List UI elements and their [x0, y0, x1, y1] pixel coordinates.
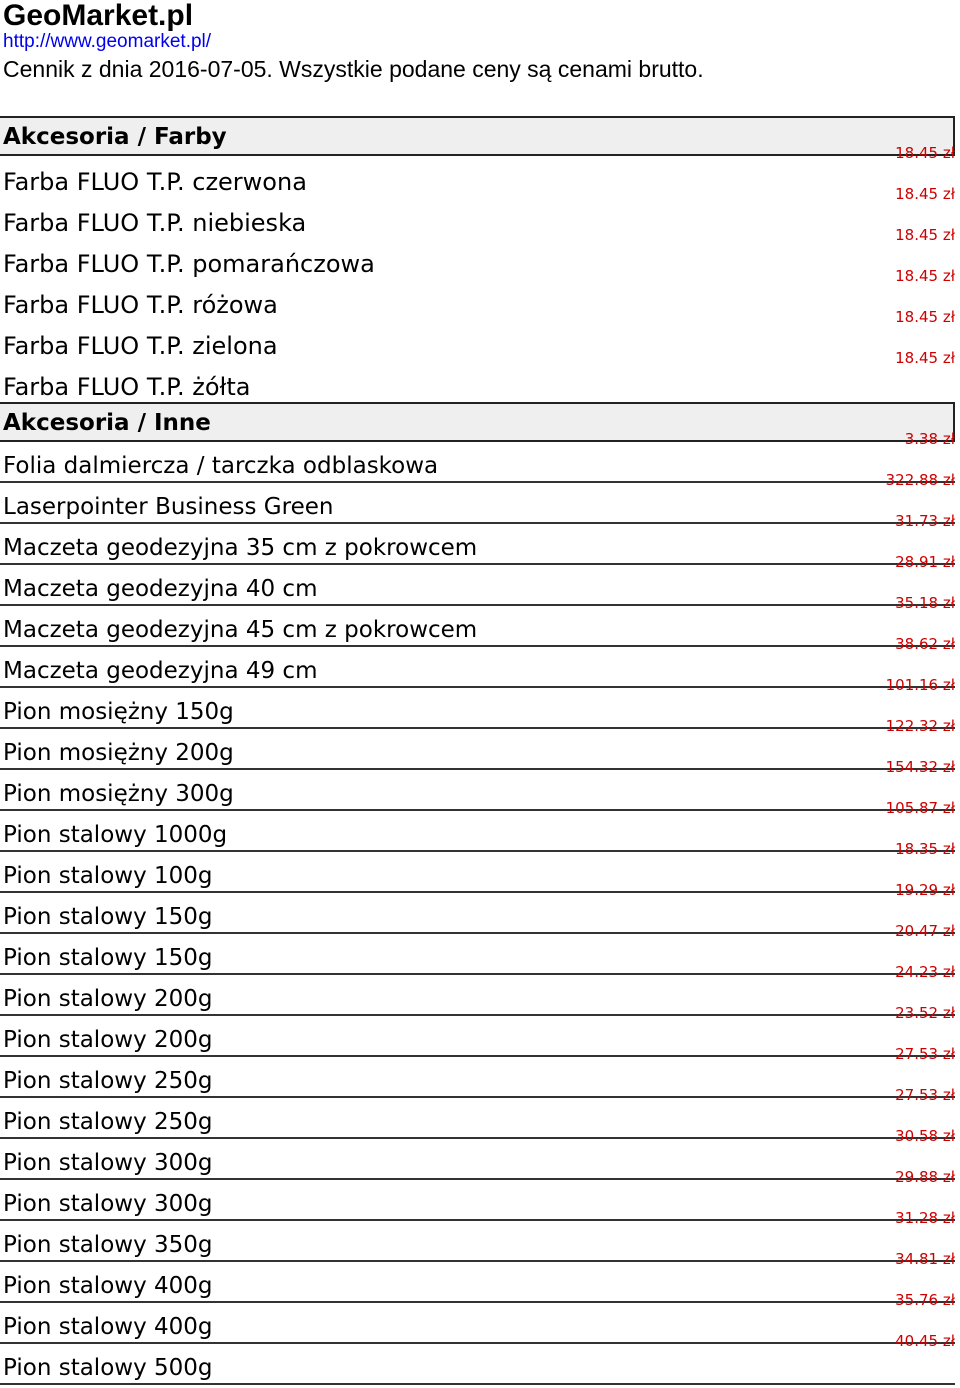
product-price: 105.87 zł — [885, 799, 955, 817]
product-name: Farba FLUO T.P. różowa — [3, 291, 278, 319]
product-row — [0, 1209, 955, 1262]
product-row — [0, 1168, 955, 1221]
price-list-table — [0, 116, 955, 1385]
product-price: 35.76 zł — [895, 1291, 955, 1309]
product-name: Maczeta geodezyjna 35 cm z pokrowcem — [3, 535, 478, 561]
product-row — [0, 512, 955, 565]
product-price: 18.45 zł — [895, 144, 955, 162]
product-name: Pion stalowy 150g — [3, 945, 213, 971]
product-name: Maczeta geodezyjna 45 cm z pokrowcem — [3, 617, 478, 643]
product-row — [0, 349, 955, 402]
product-price: 18.45 zł — [895, 226, 955, 244]
product-name: Maczeta geodezyjna 49 cm — [3, 658, 318, 684]
category-title: Akcesoria / Inne — [3, 410, 211, 436]
product-price: 18.45 zł — [895, 185, 955, 203]
product-row — [0, 226, 955, 279]
product-row — [0, 471, 955, 524]
product-price: 18.45 zł — [895, 308, 955, 326]
product-price: 35.18 zł — [895, 594, 955, 612]
product-name: Pion stalowy 300g — [3, 1191, 213, 1217]
product-row — [0, 1332, 955, 1385]
product-name: Farba FLUO T.P. zielona — [3, 332, 278, 360]
category-title: Akcesoria / Farby — [3, 124, 227, 150]
product-row — [0, 840, 955, 893]
product-row — [0, 1045, 955, 1098]
product-price: 23.52 zł — [895, 1004, 955, 1022]
product-price: 18.35 zł — [895, 840, 955, 858]
product-price: 27.53 zł — [895, 1045, 955, 1063]
product-name: Farba FLUO T.P. niebieska — [3, 209, 307, 237]
product-name: Farba FLUO T.P. pomarańczowa — [3, 250, 375, 278]
product-row — [0, 430, 955, 483]
product-row — [0, 881, 955, 934]
product-price: 20.47 zł — [895, 922, 955, 940]
product-name: Pion stalowy 100g — [3, 863, 213, 889]
product-row — [0, 594, 955, 647]
product-price: 31.73 zł — [895, 512, 955, 530]
product-name: Pion stalowy 350g — [3, 1232, 213, 1258]
product-name: Pion stalowy 1000g — [3, 822, 228, 848]
product-name: Pion stalowy 200g — [3, 1027, 213, 1053]
product-name: Pion stalowy 400g — [3, 1273, 213, 1299]
product-name: Farba FLUO T.P. czerwona — [3, 168, 307, 196]
product-row — [0, 1004, 955, 1057]
site-title: GeoMarket.pl — [3, 0, 194, 32]
product-name: Pion mosiężny 300g — [3, 781, 234, 807]
product-name: Folia dalmiercza / tarczka odblaskowa — [3, 453, 439, 479]
product-row — [0, 635, 955, 688]
product-row — [0, 799, 955, 852]
product-price: 40.45 zł — [895, 1332, 955, 1350]
product-name: Pion stalowy 250g — [3, 1109, 213, 1135]
product-price: 18.45 zł — [895, 267, 955, 285]
product-name: Pion mosiężny 200g — [3, 740, 234, 766]
product-price: 38.62 zł — [895, 635, 955, 653]
product-price: 322.88 zł — [885, 471, 955, 489]
product-row — [0, 1250, 955, 1303]
product-row — [0, 308, 955, 361]
product-price: 28.91 zł — [895, 553, 955, 571]
product-price: 3.38 zł — [904, 430, 955, 448]
product-name: Pion stalowy 150g — [3, 904, 213, 930]
product-name: Pion stalowy 300g — [3, 1150, 213, 1176]
product-row — [0, 963, 955, 1016]
product-name: Farba FLUO T.P. żółta — [3, 373, 251, 401]
product-price: 122.32 zł — [885, 717, 955, 735]
product-row — [0, 758, 955, 811]
product-price: 27.53 zł — [895, 1086, 955, 1104]
product-name: Pion mosiężny 150g — [3, 699, 234, 725]
product-price: 154.32 zł — [885, 758, 955, 776]
pricelist-date-line: Cennik z dnia 2016-07-05. Wszystkie podane ceny są cenami brutto. — [3, 56, 704, 82]
product-row — [0, 144, 955, 197]
page-header — [3, 0, 953, 84]
product-price: 18.45 zł — [895, 349, 955, 367]
product-row — [0, 267, 955, 320]
product-row — [0, 185, 955, 238]
product-row — [0, 553, 955, 606]
product-price: 19.29 zł — [895, 881, 955, 899]
product-price: 24.23 zł — [895, 963, 955, 981]
product-row — [0, 676, 955, 729]
product-row — [0, 922, 955, 975]
product-name: Maczeta geodezyjna 40 cm — [3, 576, 318, 602]
product-row — [0, 1086, 955, 1139]
product-name: Laserpointer Business Green — [3, 494, 334, 520]
product-row — [0, 717, 955, 770]
product-price: 34.81 zł — [895, 1250, 955, 1268]
product-price: 31.28 zł — [895, 1209, 955, 1227]
product-price: 30.58 zł — [895, 1127, 955, 1145]
product-row — [0, 1127, 955, 1180]
product-price: 29.88 zł — [895, 1168, 955, 1186]
category-header — [0, 402, 955, 442]
category-header — [0, 116, 955, 156]
product-row — [0, 1291, 955, 1344]
product-name: Pion stalowy 250g — [3, 1068, 213, 1094]
product-price: 101.16 zł — [885, 676, 955, 694]
product-name: Pion stalowy 500g — [3, 1355, 213, 1381]
site-url-link[interactable]: http://www.geomarket.pl/ — [3, 31, 212, 52]
product-name: Pion stalowy 200g — [3, 986, 213, 1012]
product-name: Pion stalowy 400g — [3, 1314, 213, 1340]
